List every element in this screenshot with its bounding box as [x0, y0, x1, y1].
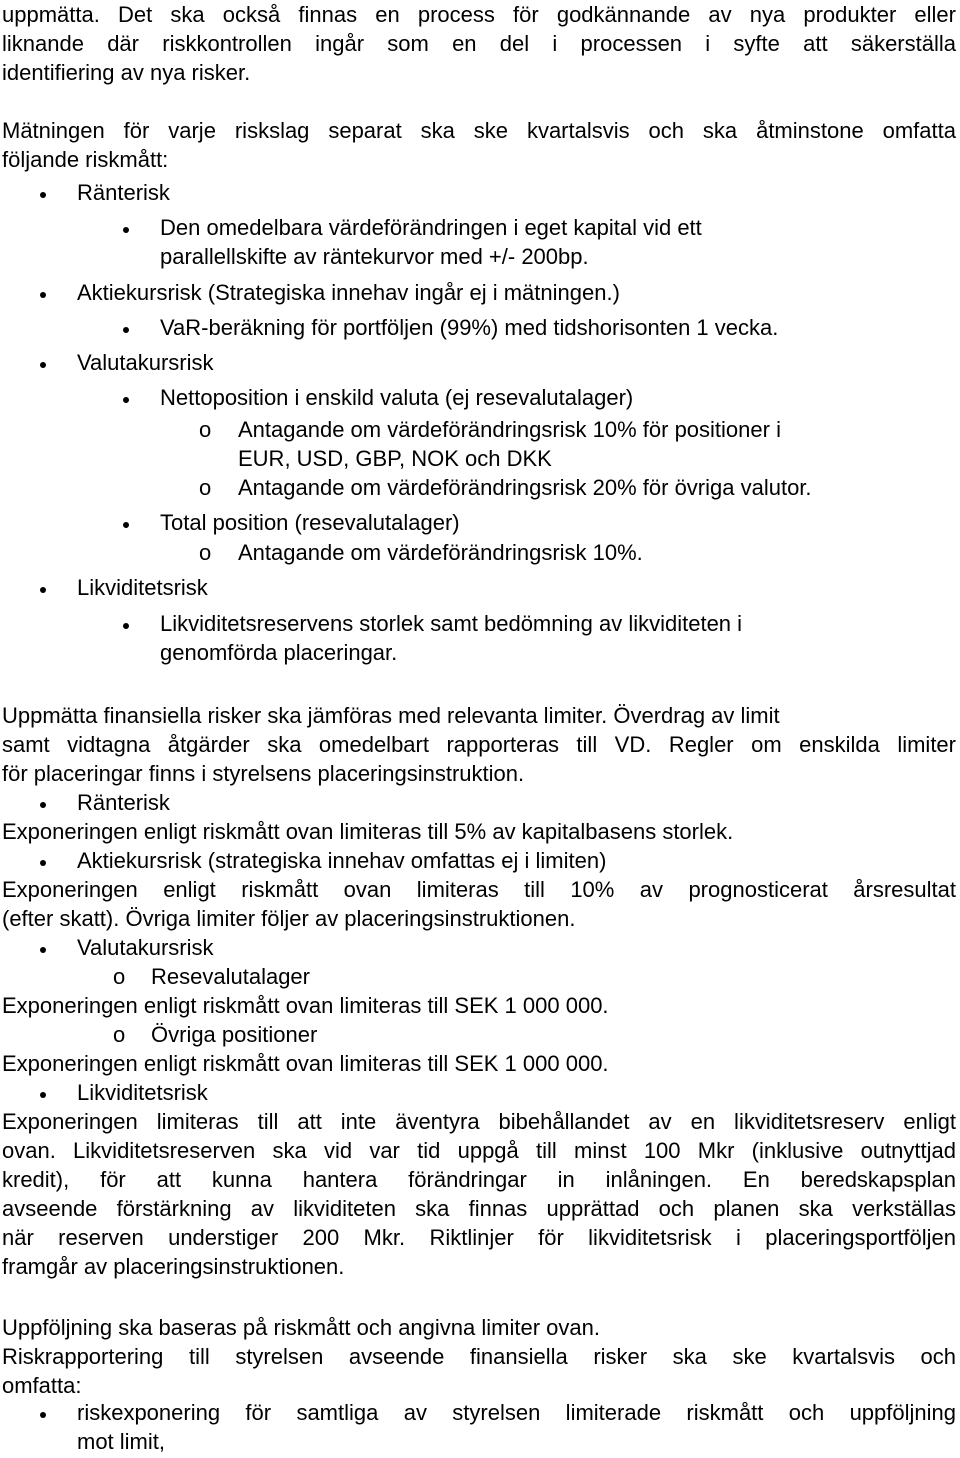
liquidity-risk-item: Likviditetsreservens storlek samt bedömning av likviditeten i [160, 611, 743, 636]
bullet-icon [40, 802, 46, 808]
limit-liquidity-text: framgår av placeringsinstruktionen. [2, 1254, 345, 1279]
bullet-icon [40, 860, 46, 866]
bullet-icon [40, 947, 46, 953]
bullet-icon [40, 292, 46, 298]
limit-other-text: Exponeringen enligt riskmått ovan limiteras till SEK 1 000 000. [2, 1051, 609, 1076]
assumption-item: Antagande om värdeförändringsrisk 10% för positioner i [238, 417, 781, 442]
limits-line: samt vidtagna åtgärder ska omedelbart rapporteras till VD. Regler om enskilda limiter [2, 732, 956, 757]
limit-liquidity-text: ovan. Likviditetsreserven ska vid var tid uppgå till minst 100 Mkr (inklusive outnyttjad [2, 1138, 956, 1163]
assumption-item: EUR, USD, GBP, NOK och DKK [238, 446, 552, 471]
bullet-icon [40, 1092, 46, 1098]
bullet-icon [40, 1412, 46, 1418]
bullet-icon [123, 327, 129, 333]
interest-risk-item: parallellskifte av räntekurvor med +/- 200bp. [160, 244, 589, 269]
circle-bullet-icon: o [113, 1022, 126, 1047]
bullet-icon [123, 522, 129, 528]
equity-risk-item: VaR-beräkning för portföljen (99%) med tidshorisonten 1 vecka. [160, 315, 779, 340]
liquidity-risk-item: genomförda placeringar. [160, 640, 398, 665]
followup-line: omfatta: [2, 1373, 82, 1398]
circle-bullet-icon: o [199, 475, 212, 500]
net-position-item: Nettoposition i enskild valuta (ej resevalutalager) [160, 385, 634, 410]
intro-line: identifiering av nya risker. [2, 60, 251, 85]
limit-liquidity-text: kredit), för att kunna hantera förändringar in inlåningen. En beredskapsplan [2, 1167, 956, 1192]
limit-equity-text: Exponeringen enligt riskmått ovan limiteras till 10% av prognosticerat årsresultat [2, 877, 956, 902]
intro-line: liknande där riskkontrollen ingår som en del i processen i syfte att säkerställa [2, 31, 956, 56]
assumption-item: Antagande om värdeförändringsrisk 20% för övriga valutor. [238, 475, 812, 500]
limit-currency-title: Valutakursrisk [77, 935, 214, 960]
measurement-line: Mätningen för varje riskslag separat ska ske kvartalsvis och ska åtminstone omfatta [2, 118, 956, 143]
intro-line: uppmätta. Det ska också finnas en process för godkännande av nya produkter eller [2, 2, 956, 27]
circle-bullet-icon: o [113, 964, 126, 989]
circle-bullet-icon: o [199, 540, 212, 565]
interest-risk-item: Den omedelbara värdeförändringen i eget kapital vid ett [160, 215, 702, 240]
equity-risk-title: Aktiekursrisk (Strategiska innehav ingår ej i mätningen.) [77, 280, 620, 305]
bullet-icon [123, 397, 129, 403]
interest-risk-title: Ränterisk [77, 180, 170, 205]
limit-reserve-text: Exponeringen enligt riskmått ovan limiteras till SEK 1 000 000. [2, 993, 609, 1018]
measurement-line: följande riskmått: [2, 147, 169, 172]
limit-equity-text: (efter skatt). Övriga limiter följer av placeringsinstruktionen. [2, 906, 576, 931]
limits-line: Uppmätta finansiella risker ska jämföras med relevanta limiter. Överdrag av limit [2, 703, 780, 728]
total-position-item: Total position (resevalutalager) [160, 510, 460, 535]
followup-line: Riskrapportering till styrelsen avseende finansiella risker ska ske kvartalsvis och [2, 1344, 956, 1369]
limits-line: för placeringar finns i styrelsens placeringsinstruktion. [2, 761, 525, 786]
bullet-icon [40, 362, 46, 368]
liquidity-risk-title: Likviditetsrisk [77, 575, 208, 600]
assumption-item: Antagande om värdeförändringsrisk 10%. [238, 540, 643, 565]
bullet-icon [40, 192, 46, 198]
bullet-icon [123, 227, 129, 233]
limit-liquidity-title: Likviditetsrisk [77, 1080, 208, 1105]
limit-other-title: Övriga positioner [151, 1022, 318, 1047]
currency-risk-title: Valutakursrisk [77, 350, 214, 375]
limit-liquidity-text: avseende förstärkning av likviditeten ska finnas upprättad och planen ska verkställas [2, 1196, 956, 1221]
circle-bullet-icon: o [199, 417, 212, 442]
limit-interest-title: Ränterisk [77, 790, 170, 815]
bullet-icon [123, 623, 129, 629]
limit-equity-title: Aktiekursrisk (strategiska innehav omfattas ej i limiten) [77, 848, 607, 873]
limit-interest-text: Exponeringen enligt riskmått ovan limiteras till 5% av kapitalbasens storlek. [2, 819, 734, 844]
followup-bullet: mot limit, [77, 1429, 165, 1454]
limit-liquidity-text: när reserven understiger 200 Mkr. Riktlinjer för likviditetsrisk i placeringsportföljen [2, 1225, 956, 1250]
followup-line: Uppföljning ska baseras på riskmått och angivna limiter ovan. [2, 1315, 600, 1340]
limit-liquidity-text: Exponeringen limiteras till att inte äventyra bibehållandet av en likviditetsreserv enligt [2, 1109, 956, 1134]
limit-reserve-title: Resevalutalager [151, 964, 310, 989]
followup-bullet: riskexponering för samtliga av styrelsen limiterade riskmått och uppföljning [77, 1400, 956, 1425]
bullet-icon [40, 587, 46, 593]
